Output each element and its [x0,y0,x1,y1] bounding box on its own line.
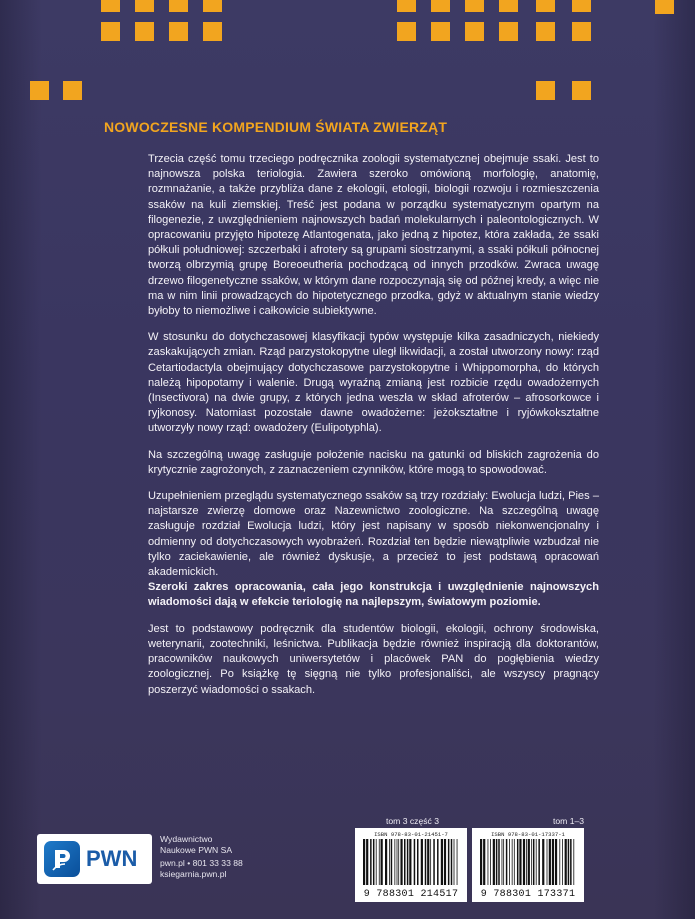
blurb-paragraph: Trzecia część tomu trzeciego podręcznika zoologii systematycznej obejmuje ssaki. Jest to najnowsza polska teriologia. Zawiera szeroko omówioną morfologię, anatomię, rozmnażanie, a także przybliża dane z ekologii, etologii, biologii rozwoju i rozmieszczenia ssaków na kuli ziemskiej. Treść jest podana w porządku systematycznym opartym na filogenezie, z uwzględnieniem najnowszych badań molekularnych i paleontologicznych. W opracowaniu przyjęto hipotezę Atlantogenata, jako jedną z hipotez, która zakłada, że ssaki półkuli południowej: szczerbaki i afrotery są grupami siostrzanymi, a ssaki półkuli północnej tworzą olbrzymią grupę Boreoeutheria pochodzącą od innych przodków. Zwraca uwagę drzewo filogenetyczne ssaków, w którym dane rozpoczynają się od późnej kredy, a więc nie ma w nim linii prowadzących do hipotetycznego przodka, gdyż w aktualnym stanie wiedzy byłoby to niemożliwe i całkowicie subiektywne. [148,153,599,318]
barcode [355,828,467,902]
publisher-line: Wydawnictwo [160,834,213,844]
publisher-info [160,834,243,880]
barcode-bars-icon [361,839,461,887]
volume-label: tom 1–3 [553,816,585,826]
blurb-text [148,152,599,709]
publisher-logo [37,834,152,884]
publisher-logo-text: PWN [86,846,138,871]
publisher-contact: pwn.pl • 801 33 33 88 [160,858,243,868]
publisher-store: ksiegarnia.pwn.pl [160,869,227,879]
barcode [472,828,584,902]
blurb-paragraph: W stosunku do dotychczasowej klasyfikacji typów występuje kilka zasadniczych, niekiedy zaskakujących zmian. Rząd parzystokopytne uległ likwidacji, a został utworzony nowy: rząd Cetartiodactyla obejmujący dotychczasowe parzystokopytne i Whippomorpha, do których należą hipopotamy i walenie. Drugą wyraźną zmianą jest rozbicie rzędu owadożernych (Insectivora) na dwie grupy, z których jedna weszła w skład afroterów – afrosorkowce i ryjkonosy. Natomiast pozostałe dawne owadożerne: jeżokształtne i ryjówkokształtne utworzyły nowy rząd: owadożery (Eulipotyphla). [148,331,599,435]
cover-heading: NOWOCZESNE KOMPENDIUM ŚWIATA ZWIERZĄT [104,119,448,135]
pwn-logo-icon [44,841,80,877]
blurb-paragraph: Na szczególną uwagę zasługuje położenie nacisku na gatunki od bliskich zagrożenia do krytycznie zagrożonych, z zaznaczeniem czynników, które mogą to spowodować. [148,448,599,476]
barcode-digits: 9 788301 173371 [480,889,576,900]
barcode-digits: 9 788301 214517 [363,889,459,900]
isbn-text: ISBN 978-83-01-17337-1 [491,831,565,838]
blurb-paragraph: Jest to podstawowy podręcznik dla studentów biologii, ekologii, ochrony środowiska, weterynarii, zootechniki, leśnictwa. Publikacja będzie również inspiracją dla doktorantów, pracowników naukowych uniwersytetów i placówek PAN do pogłębienia wiedzy zoologicznej. Po książkę tę sięgną nie tylko profesjonaliści, ale wszyscy pragnący poszerzyć wiadomości o ssakach. [148,622,599,696]
blurb-paragraph: Uzupełnieniem przeglądu systematycznego ssaków są trzy rozdziały: Ewolucja ludzi, Pies – najstarsze zwierzę domowe oraz Nazewnictwo zoologiczne. Na szczególną uwagę zasługuje rozdział Ewolucja ludzi, który jest napisany w sposób niekonwencjonalny i odmienny od dotychczasowych wyobrażeń. Rozdział ten będzie niewątpliwie wzbudzał nie tylko zaciekawienie, ale również dyskusje, a przecież to jest podstawą opracowań akademickich. [148,490,599,579]
barcode-bars-icon [478,839,578,887]
publisher-name: Naukowe PWN SA [160,845,233,855]
volume-label: tom 3 część 3 [386,816,440,826]
isbn-text: ISBN 978-83-01-21451-7 [374,831,448,838]
blurb-paragraph-bold: Szeroki zakres opracowania, cała jego konstrukcja i uwzględnienie najnowszych wiadomości dają w efekcie teriologię na najlepszym, światowym poziomie. [148,581,599,609]
